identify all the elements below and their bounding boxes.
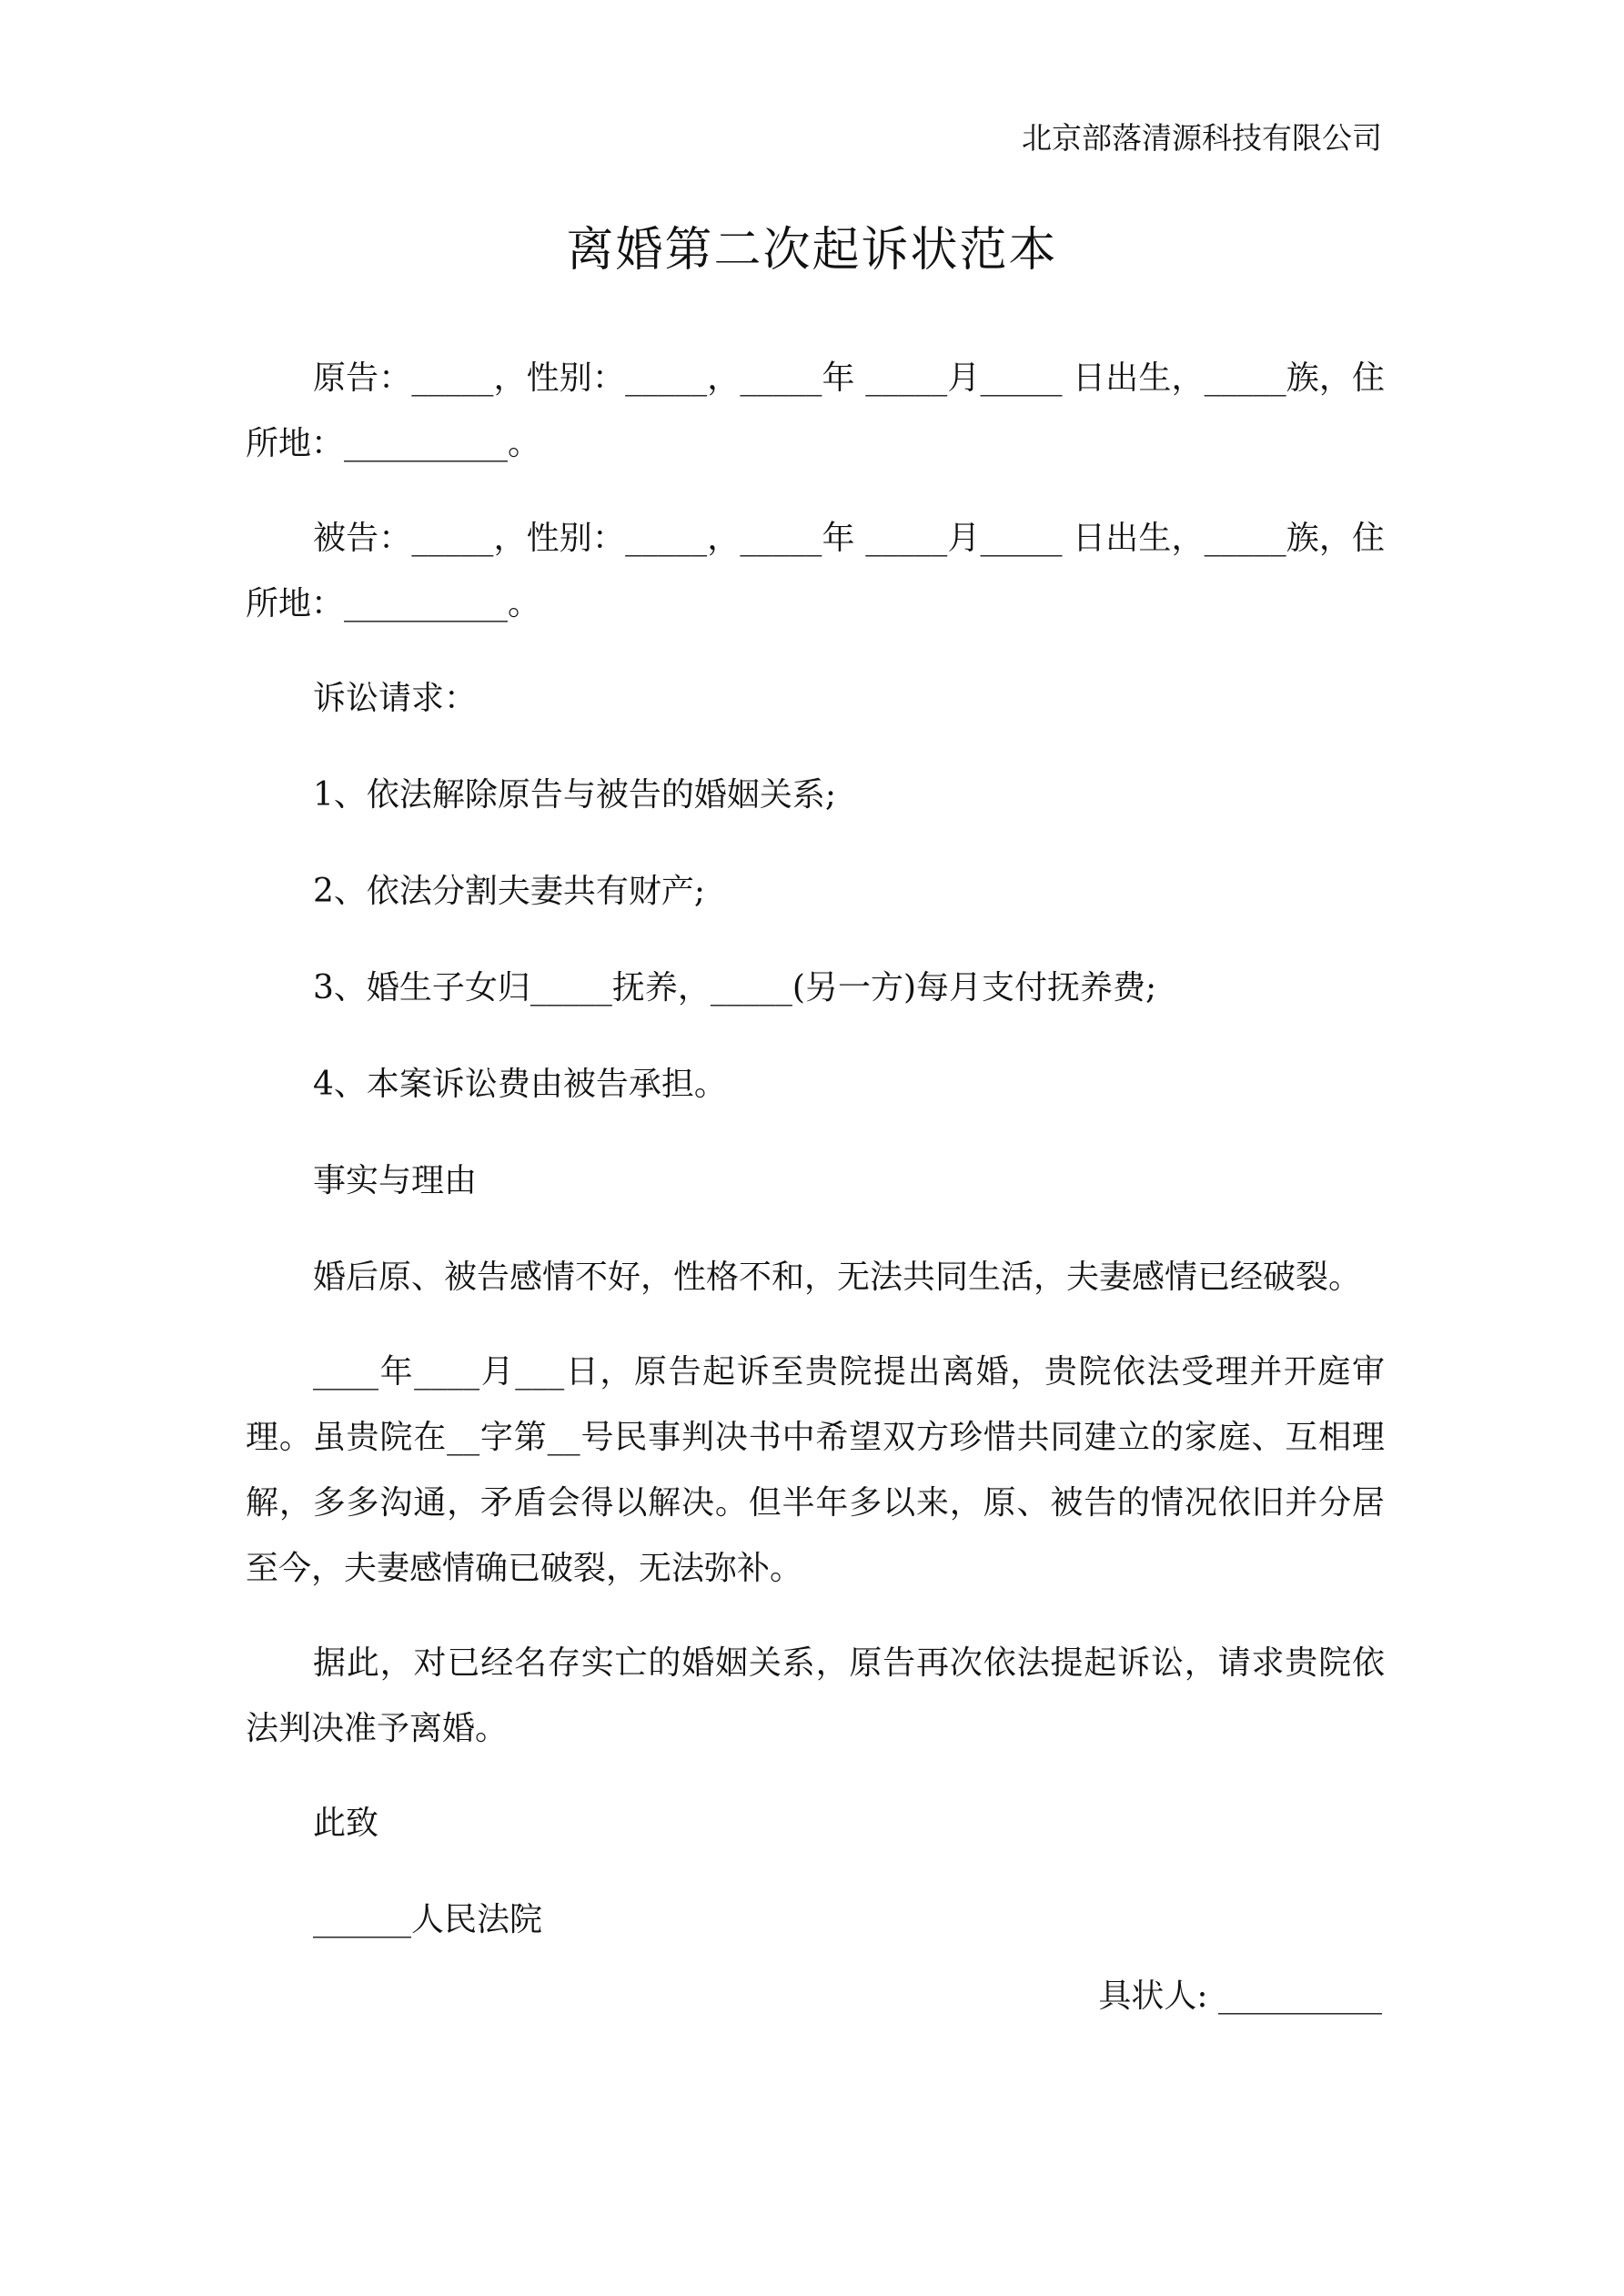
- claim-item: 1、依法解除原告与被告的婚姻关系;: [313, 776, 837, 814]
- facts-paragraph: 据此，对已经名存实亡的婚姻关系，原告再次依法提起诉讼，请求贵院依法判决准予离婚。: [246, 1644, 1385, 1747]
- company-name: 北京部落清源科技有限公司: [1022, 120, 1382, 156]
- salutation: 此致: [313, 1805, 379, 1842]
- claims-heading: 诉讼请求：: [313, 680, 478, 717]
- claim-item: 3、婚生子女归_____抚养，_____(另一方)每月支付抚养费;: [313, 969, 1157, 1006]
- signature-line: 具状人: __________: [1098, 1977, 1382, 2015]
- claim-item: 2、依法分割夫妻共有财产;: [313, 873, 706, 910]
- plaintiff-info: 原告：_____，性别：_____，_____年 _____月_____ 日出生，_____族，住所地：__________。: [246, 359, 1385, 462]
- facts-paragraph: 婚后原、被告感情不好，性格不和，无法共同生活，夫妻感情已经破裂。: [313, 1259, 1362, 1296]
- defendant-info: 被告：_____，性别：_____，_____年 _____月_____ 日出生，_____族，住所地：__________。: [246, 520, 1385, 622]
- court-name: ______人民法院: [313, 1901, 543, 1938]
- facts-paragraph: ____年____月___日，原告起诉至贵院提出离婚，贵院依法受理并开庭审理。虽贵院在__字第__号民事判决书中希望双方珍惜共同建立的家庭、互相理解，多多沟通，矛盾会得以解决。但半年多以来，原、被告的情况依旧并分居至今，夫妻感情确已破裂，无法弥补。: [246, 1353, 1385, 1587]
- document-title: 离婚第二次起诉状范本: [566, 223, 1058, 278]
- facts-heading: 事实与理由: [313, 1162, 478, 1199]
- claim-item: 4、本案诉讼费由被告承担。: [313, 1066, 727, 1103]
- document-body: [246, 346, 1385, 1953]
